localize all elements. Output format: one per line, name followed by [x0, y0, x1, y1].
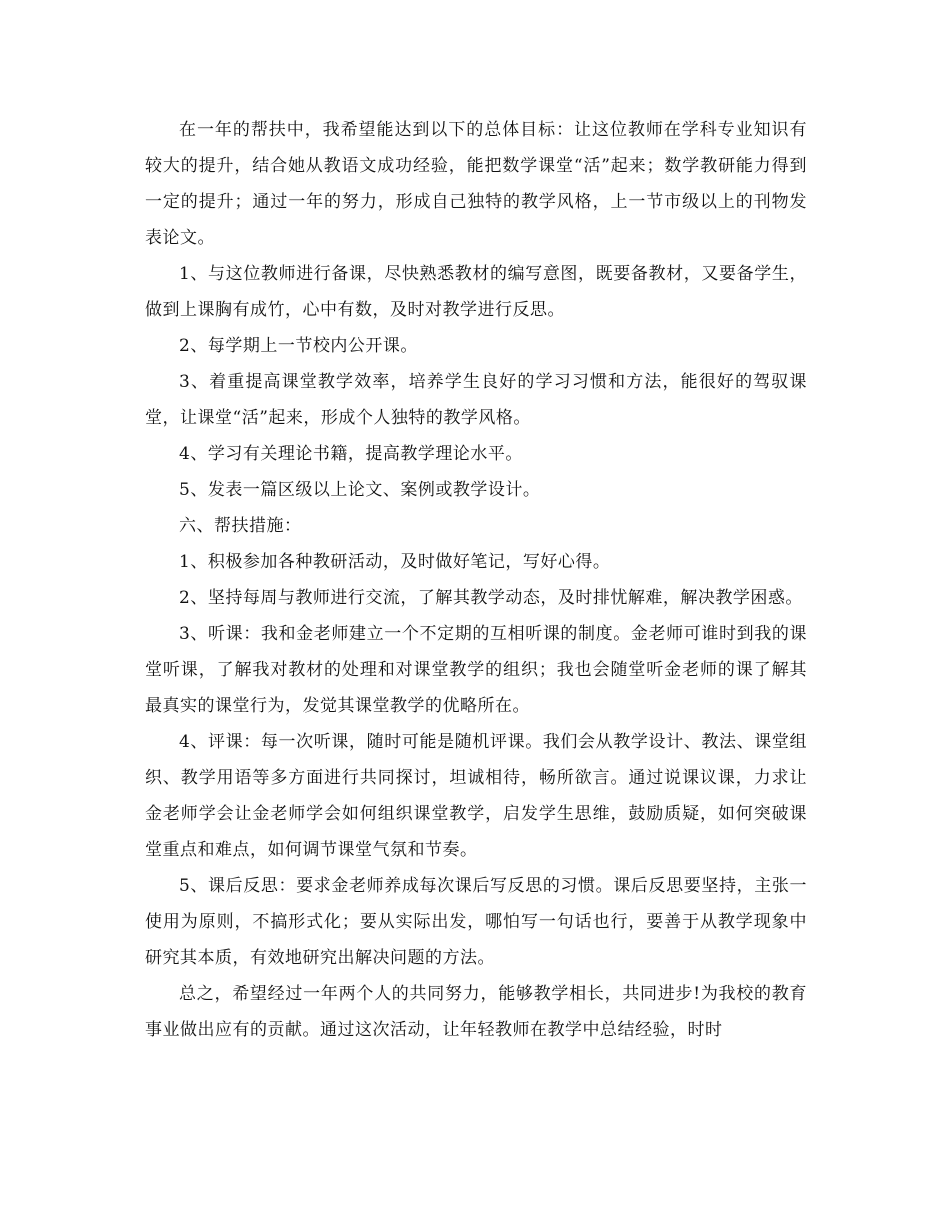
paragraph-measure-3: 3、听课：我和金老师建立一个不定期的互相听课的制度。金老师可谁时到我的课堂听课，了解我对教材的处理和对课堂教学的组织；我也会随堂听金老师的课了解其最真实的课堂行为，发觉其课堂教学的优略所在。	[145, 624, 807, 716]
paragraph-goal-3: 3、着重提高课堂教学效率，培养学生良好的学习习惯和方法，能很好的驾驭课堂，让课堂“活”起来，形成个人独特的教学风格。	[145, 372, 807, 428]
paragraph-conclusion: 总之，希望经过一年两个人的共同努力，能够教学相长，共同进步!为我校的教育事业做出应有的贡献。通过这次活动，让年轻教师在教学中总结经验，时时	[145, 984, 807, 1040]
document-body	[145, 112, 807, 1048]
paragraph-goal-4: 4、学习有关理论书籍，提高教学理论水平。	[179, 444, 523, 464]
paragraph-measure-4: 4、评课：每一次听课，随时可能是随机评课。我们会从教学设计、教法、课堂组织、教学用语等多方面进行共同探讨，坦诚相待，畅所欲言。通过说课议课，力求让金老师学会让金老师学会如何组织课堂教学，启发学生思维，鼓励质疑，如何突破课堂重点和难点，如何调节课堂气氛和节奏。	[145, 732, 807, 860]
section-heading-measures: 六、帮扶措施：	[179, 516, 302, 536]
paragraph-goal-5: 5、发表一篇区级以上论文、案例或教学设计。	[179, 480, 541, 500]
paragraph-goal-1: 1、与这位教师进行备课，尽快熟悉教材的编写意图，既要备教材，又要备学生，做到上课胸有成竹，心中有数，及时对教学进行反思。	[145, 264, 807, 320]
paragraph-measure-2: 2、坚持每周与教师进行交流，了解其教学动态，及时排忧解难，解决教学困惑。	[179, 588, 803, 608]
paragraph-measure-1: 1、积极参加各种教研活动，及时做好笔记，写好心得。	[179, 552, 611, 572]
paragraph-goals: 在一年的帮扶中，我希望能达到以下的总体目标：让这位教师在学科专业知识有较大的提升，结合她从教语文成功经验，能把数学课堂“活”起来；数学教研能力得到一定的提升；通过一年的努力，形成自己独特的教学风格，上一节市级以上的刊物发表论文。	[145, 120, 807, 248]
paragraph-goal-2: 2、每学期上一节校内公开课。	[179, 336, 418, 356]
paragraph-measure-5: 5、课后反思：要求金老师养成每次课后写反思的习惯。课后反思要坚持，主张一使用为原则，不搞形式化；要从实际出发，哪怕写一句话也行，要善于从教学现象中研究其本质，有效地研究出解决问题的方法。	[145, 876, 807, 968]
